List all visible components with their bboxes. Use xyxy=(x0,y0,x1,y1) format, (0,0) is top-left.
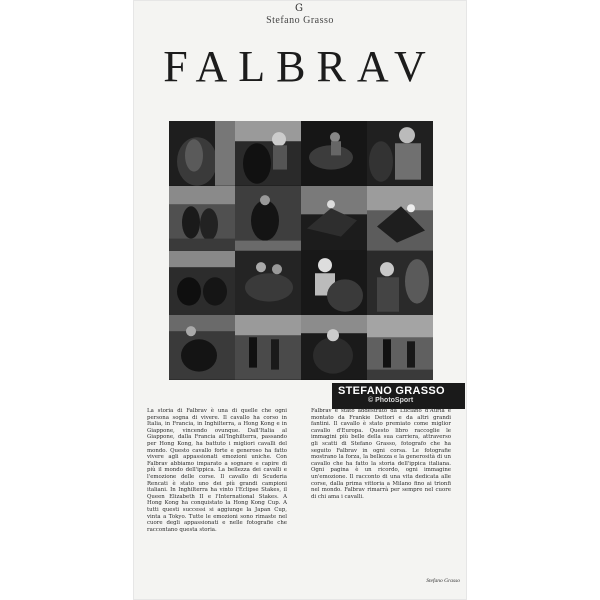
article-column-right: Falbrav è stato addestrato da Luciano d'Auria e montato da Frankie Dettori e da altri grandi fantini. Il cavallo è stato premiato come miglior cavallo d'Europa. Questo libro raccoglie le immagini più belle della sua carriera, attraverso gli scatti di Stefano Grasso, fotografo che ha seguito Falbrav in ogni corsa. Le fotografie mostrano la forza, la bellezza e la generosità di un cavallo che ha fatto la storia dell'ippica italiana. Ogni pagina è un ricordo, ogni immagine un'emozione. Il racconto di una vita dedicata alle corse, dalla prima vittoria a Milano fino ai trionfi nel mondo. Falbrav rimarrà per sempre nel cuore di chi ama i cavalli. xyxy=(311,408,451,500)
photo-race-start xyxy=(169,186,235,251)
photo-horse-jumping xyxy=(301,186,367,251)
photo-horse-race xyxy=(301,121,367,186)
photo-winner-circle xyxy=(301,315,367,380)
page-title: FALBRAV xyxy=(163,42,437,91)
article-column-left: La storia di Falbrav è una di quelle che ogni persona sogna di vivere. Il cavallo ha corso in Italia, in Francia, in Inghilterra, a Hong Kong e in Giappone, vincendo ovunque. Dall'Italia al Giappone, dalla Francia all'Inghilterra, passando per Hong Kong, ha battuto i migliori cavalli del mondo. Questo cavallo forte e generoso ha fatto vivere agli appassionati emozioni uniche. Con Falbrav abbiamo imparato a sognare e capire di più il mondo dell'ippica. La bellezza dei cavalli e l'emozione delle corse. Il cavallo di Scuderia Rencati è stato uno dei più grandi campioni italiani. In Inghilterra ha vinto l'Eclipse Stakes, il Queen Elizabeth II e l'International Stakes. A Hong Kong ha conquistato la Hong Kong Cup. A tutti questi successi si aggiunge la Japan Cup, vinta a Tokyo. Tutte le emozioni sono rimaste nel cuore degli appassionati e nelle fotografie che raccontano questa storia. xyxy=(147,408,287,533)
photo-horses-on-track xyxy=(367,315,433,380)
photo-jockey-portrait xyxy=(367,121,433,186)
photo-horse-head xyxy=(169,121,235,186)
article-signature: Stefano Grasso xyxy=(426,578,460,584)
publisher-logo: G xyxy=(295,3,303,14)
photo-jockey-with-horse xyxy=(367,251,433,316)
author-name: Stefano Grasso xyxy=(266,15,334,26)
photo-grid xyxy=(169,121,433,380)
credit-agency: © PhotoSport xyxy=(368,397,414,404)
photo-horse-walking xyxy=(169,315,235,380)
photo-horses-galloping xyxy=(235,186,301,251)
photo-race-finish xyxy=(169,251,235,316)
photo-horse-falling xyxy=(367,186,433,251)
photo-horses-racing xyxy=(235,251,301,316)
photo-horse-with-rider xyxy=(235,121,301,186)
photo-parade-ring xyxy=(235,315,301,380)
photo-credit-badge xyxy=(332,383,465,409)
credit-name: STEFANO GRASSO xyxy=(338,385,445,397)
photo-jockey-on-horse xyxy=(301,251,367,316)
